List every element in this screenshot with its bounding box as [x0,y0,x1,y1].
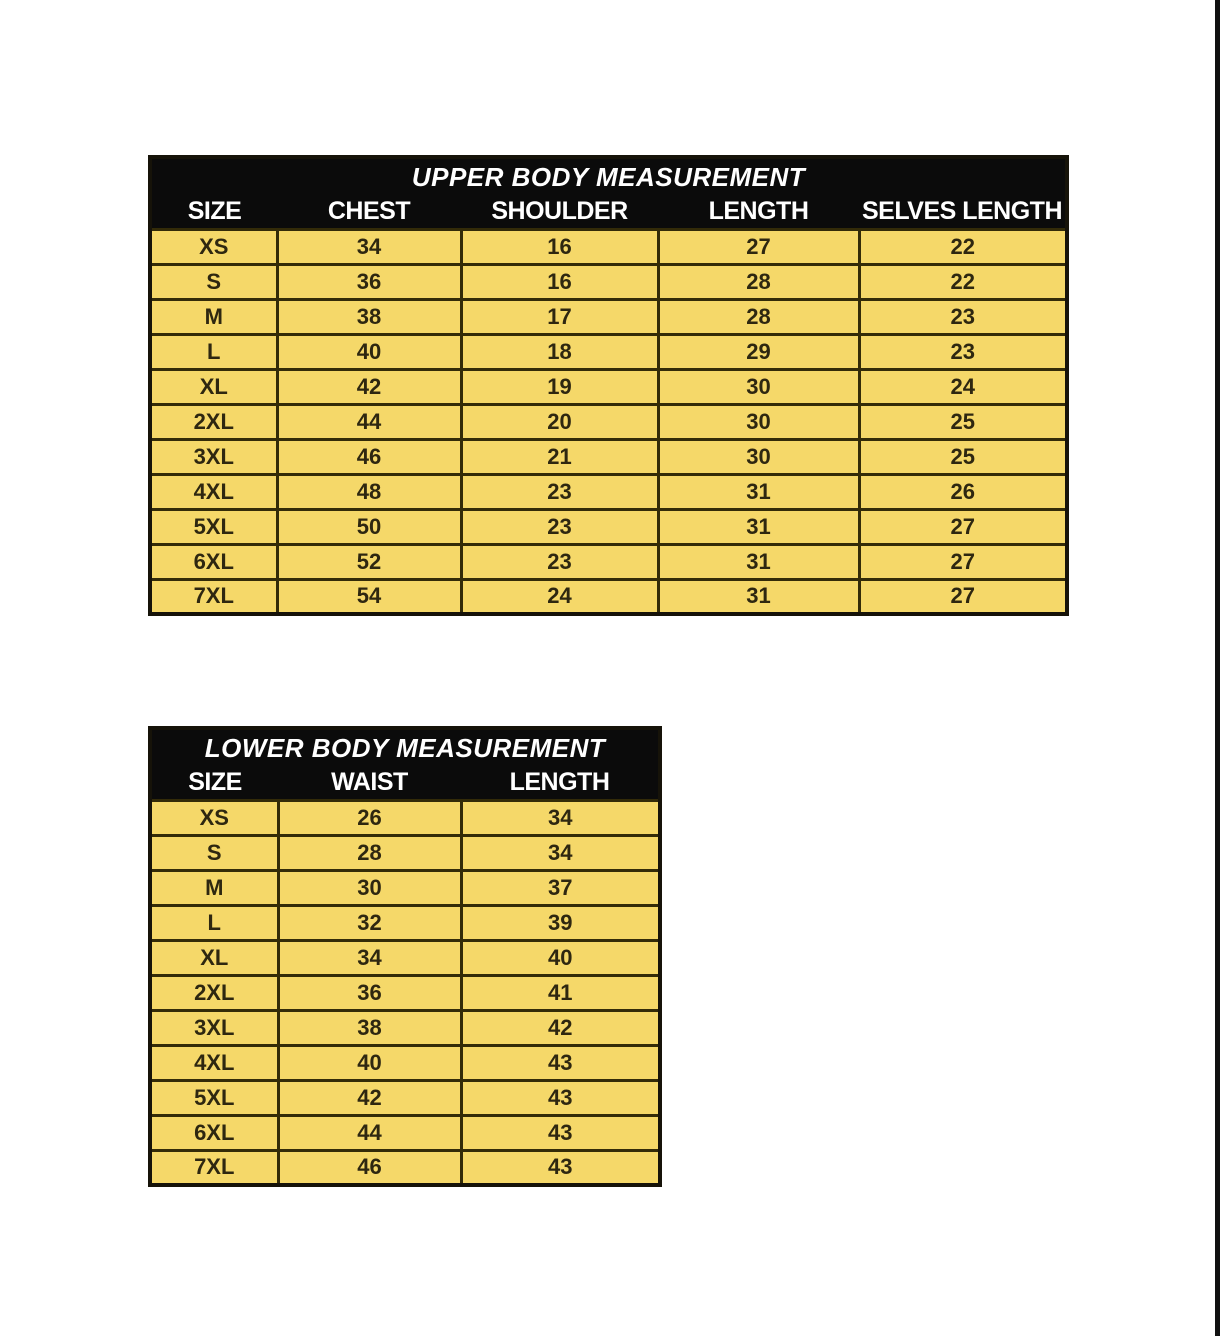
table-cell: 40 [277,334,461,369]
table-cell: 4XL [150,474,277,509]
table-cell: 29 [658,334,859,369]
table-cell: 42 [278,1080,461,1115]
lower-table-header-row [150,766,660,800]
table-row [150,404,1067,439]
lower-column-header-length: LENGTH [461,766,660,800]
table-row [150,229,1067,264]
upper-column-header-size: SIZE [150,195,277,229]
table-row [150,800,660,835]
upper-body-table [148,155,1069,616]
table-row [150,509,1067,544]
table-row [150,1045,660,1080]
table-row [150,835,660,870]
table-cell: 42 [277,369,461,404]
upper-column-header-length: LENGTH [658,195,859,229]
lower-table-title-row [150,728,660,766]
table-cell: 39 [461,905,660,940]
table-cell: 23 [461,474,658,509]
table-cell: XL [150,369,277,404]
table-cell: XL [150,940,278,975]
table-cell: 23 [461,544,658,579]
table-cell: 43 [461,1045,660,1080]
table-cell: 44 [278,1115,461,1150]
table-cell: 17 [461,299,658,334]
table-cell: 32 [278,905,461,940]
table-cell: 38 [278,1010,461,1045]
table-cell: 7XL [150,1150,278,1185]
table-cell: 44 [277,404,461,439]
table-cell: 52 [277,544,461,579]
table-row [150,870,660,905]
table-row [150,334,1067,369]
table-row [150,264,1067,299]
table-row [150,369,1067,404]
table-cell: 28 [278,835,461,870]
table-cell: 48 [277,474,461,509]
table-cell: 43 [461,1115,660,1150]
upper-column-header-selves-length: SELVES LENGTH [859,195,1067,229]
table-cell: 18 [461,334,658,369]
table-row [150,940,660,975]
table-cell: S [150,264,277,299]
lower-table-body [150,800,660,1185]
table-row [150,1115,660,1150]
upper-column-header-chest: CHEST [277,195,461,229]
table-cell: 3XL [150,1010,278,1045]
table-cell: 38 [277,299,461,334]
table-cell: 28 [658,264,859,299]
table-cell: 6XL [150,1115,278,1150]
table-cell: 6XL [150,544,277,579]
table-cell: 5XL [150,1080,278,1115]
table-cell: 31 [658,509,859,544]
right-edge-strip [1215,0,1220,1336]
table-cell: 36 [277,264,461,299]
table-cell: S [150,835,278,870]
table-cell: 50 [277,509,461,544]
upper-table-title: UPPER BODY MEASUREMENT [150,157,1067,195]
table-cell: 34 [278,940,461,975]
table-cell: 27 [658,229,859,264]
table-cell: 20 [461,404,658,439]
table-cell: 34 [461,800,660,835]
table-cell: 4XL [150,1045,278,1080]
lower-column-header-size: SIZE [150,766,278,800]
table-cell: 54 [277,579,461,614]
table-cell: 23 [859,299,1067,334]
table-cell: 26 [278,800,461,835]
table-cell: M [150,299,277,334]
table-row [150,1150,660,1185]
table-cell: 27 [859,544,1067,579]
table-cell: 37 [461,870,660,905]
table-cell: 24 [461,579,658,614]
table-cell: XS [150,229,277,264]
lower-body-table [148,726,662,1187]
table-cell: 43 [461,1150,660,1185]
table-cell: 34 [277,229,461,264]
table-cell: 27 [859,579,1067,614]
table-cell: L [150,334,277,369]
table-cell: 16 [461,264,658,299]
table-row [150,975,660,1010]
upper-table-title-row [150,157,1067,195]
table-cell: 5XL [150,509,277,544]
table-row [150,579,1067,614]
table-cell: 7XL [150,579,277,614]
table-cell: 40 [461,940,660,975]
table-cell: 41 [461,975,660,1010]
table-cell: 25 [859,439,1067,474]
table-row [150,1010,660,1045]
table-cell: 23 [859,334,1067,369]
table-cell: 30 [658,439,859,474]
table-cell: 46 [277,439,461,474]
table-cell: 30 [658,404,859,439]
table-cell: 40 [278,1045,461,1080]
table-cell: 26 [859,474,1067,509]
table-cell: 19 [461,369,658,404]
table-cell: 43 [461,1080,660,1115]
table-cell: 30 [278,870,461,905]
table-cell: 3XL [150,439,277,474]
table-cell: 27 [859,509,1067,544]
table-cell: 31 [658,474,859,509]
table-cell: 31 [658,544,859,579]
table-cell: 22 [859,264,1067,299]
table-cell: 25 [859,404,1067,439]
table-cell: 16 [461,229,658,264]
table-cell: 2XL [150,975,278,1010]
table-row [150,439,1067,474]
upper-body-table-section [148,155,1065,616]
table-cell: 34 [461,835,660,870]
table-cell: 28 [658,299,859,334]
table-row [150,905,660,940]
table-cell: 36 [278,975,461,1010]
table-cell: 42 [461,1010,660,1045]
lower-column-header-waist: WAIST [278,766,461,800]
table-cell: L [150,905,278,940]
table-cell: 30 [658,369,859,404]
table-cell: 2XL [150,404,277,439]
upper-table-header-row [150,195,1067,229]
table-cell: 46 [278,1150,461,1185]
table-row [150,299,1067,334]
upper-table-body [150,229,1067,614]
table-cell: M [150,870,278,905]
table-cell: 31 [658,579,859,614]
table-cell: 23 [461,509,658,544]
table-row [150,544,1067,579]
lower-table-title: LOWER BODY MEASUREMENT [150,728,660,766]
table-row [150,1080,660,1115]
upper-column-header-shoulder: SHOULDER [461,195,658,229]
table-cell: XS [150,800,278,835]
lower-body-table-section [148,726,658,1187]
table-row [150,474,1067,509]
table-cell: 24 [859,369,1067,404]
table-cell: 22 [859,229,1067,264]
table-cell: 21 [461,439,658,474]
